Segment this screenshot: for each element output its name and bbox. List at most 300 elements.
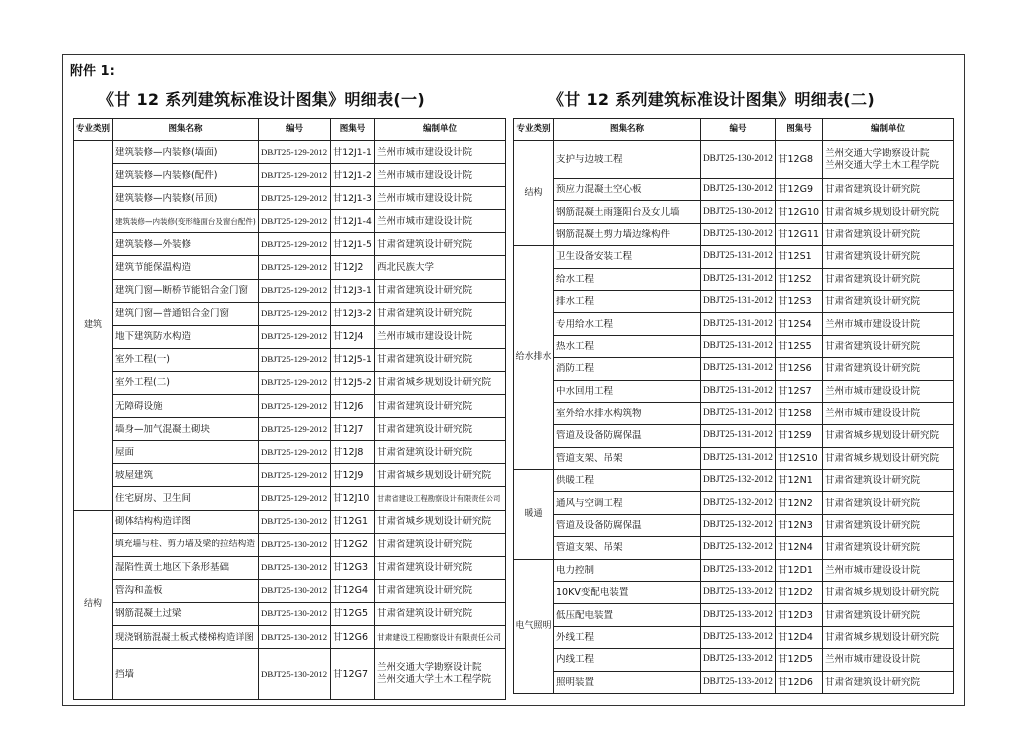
atlas-number-cell	[776, 626, 823, 648]
unit-text: 兰州交通大学勘察设计院 兰州交通大学土木工程学院	[825, 147, 940, 171]
table-row	[74, 279, 506, 302]
unit-text: 甘肃省城乡规划设计研究院	[825, 452, 940, 464]
code-text: DBJT25-130-2012	[261, 631, 328, 642]
code-text: DBJT25-133-2012	[703, 564, 773, 575]
atlas-number-cell	[776, 201, 823, 223]
code-text: DBJT25-131-2012	[703, 273, 773, 284]
atlas-name-text: 卫生设备安装工程	[556, 251, 633, 263]
unit-cell	[823, 380, 954, 402]
atlas-number-cell	[776, 179, 823, 201]
table-row	[514, 559, 954, 581]
atlas-number-cell	[776, 268, 823, 290]
atlas-number-text: 甘12S5	[778, 340, 812, 352]
atlas-name-cell	[113, 464, 259, 487]
atlas-number-text: 甘12J9	[333, 469, 364, 481]
atlas-number-cell	[776, 514, 823, 536]
code-text: DBJT25-133-2012	[703, 587, 773, 598]
table-row	[74, 625, 506, 648]
atlas-number-cell	[331, 510, 375, 533]
unit-cell	[375, 510, 506, 533]
atlas-name-cell	[113, 533, 259, 556]
atlas-number-cell	[776, 447, 823, 469]
unit-cell	[823, 671, 954, 693]
unit-cell	[375, 302, 506, 325]
unit-cell	[823, 492, 954, 514]
code-text: DBJT25-129-2012	[261, 377, 328, 388]
atlas-name-text: 湿陷性黄土地区下条形基础	[115, 562, 230, 574]
code-cell	[701, 671, 776, 693]
atlas-name-text: 挡墙	[115, 668, 135, 680]
unit-cell	[823, 313, 954, 335]
atlas-number-cell	[331, 164, 375, 187]
atlas-number-cell	[331, 233, 375, 256]
code-cell	[259, 348, 331, 371]
code-text: DBJT25-131-2012	[703, 452, 773, 463]
atlas-name-text: 屋面	[115, 446, 135, 458]
table-row	[514, 268, 954, 290]
atlas-number-text: 甘12J3-2	[333, 308, 372, 320]
atlas-number-text: 甘12J4	[333, 331, 364, 343]
unit-text: 甘肃省建筑设计研究院	[377, 562, 473, 574]
atlas-name-cell	[554, 559, 701, 581]
unit-cell	[823, 179, 954, 201]
code-cell	[701, 246, 776, 268]
code-cell	[259, 395, 331, 418]
table-row	[514, 514, 954, 536]
category-cell: 电气照明	[514, 559, 554, 693]
table-row	[74, 371, 506, 394]
code-cell	[701, 470, 776, 492]
column-header-atlas-name: 图集名称	[554, 119, 701, 141]
atlas-name-cell	[113, 418, 259, 441]
code-text: DBJT25-132-2012	[703, 542, 773, 553]
category-cell: 结构	[74, 510, 113, 700]
atlas-number-text: 甘12J1-2	[333, 169, 372, 181]
code-cell	[701, 514, 776, 536]
unit-text: 甘肃省建筑设计研究院	[377, 423, 473, 435]
unit-text: 甘肃省建筑设计研究院	[825, 676, 921, 688]
atlas-name-text: 室外工程(二)	[115, 377, 170, 389]
code-cell	[701, 425, 776, 447]
code-cell	[259, 418, 331, 441]
code-cell	[259, 325, 331, 348]
atlas-name-text: 砌体结构构造详图	[115, 516, 192, 528]
atlas-name-text: 专用给水工程	[556, 318, 614, 330]
unit-text: 甘肃省建筑设计研究院	[377, 285, 473, 297]
atlas-number-cell	[776, 537, 823, 559]
code-text: DBJT25-129-2012	[261, 331, 328, 342]
table-title-2: 《甘 12 系列建筑标准设计图集》明细表(二)	[548, 90, 875, 109]
unit-text: 西北民族大学	[377, 262, 435, 274]
unit-cell	[823, 514, 954, 536]
atlas-name-cell	[113, 256, 259, 279]
table-row	[74, 579, 506, 602]
code-text: DBJT25-130-2012	[261, 516, 328, 527]
table-row	[514, 290, 954, 312]
unit-text: 兰州市城市建设设计院	[825, 654, 921, 666]
code-text: DBJT25-132-2012	[703, 475, 773, 486]
atlas-number-cell	[331, 348, 375, 371]
code-cell	[701, 582, 776, 604]
column-header-atlas-number: 图集号	[776, 119, 823, 141]
atlas-number-text: 甘12G10	[778, 206, 820, 218]
unit-cell	[823, 358, 954, 380]
table-row	[74, 210, 506, 233]
atlas-name-cell	[113, 325, 259, 348]
atlas-name-cell	[554, 537, 701, 559]
unit-cell	[375, 649, 506, 700]
unit-text: 兰州市城市建设设计院	[825, 564, 921, 576]
unit-text: 甘肃省建筑设计研究院	[377, 308, 473, 320]
table-body	[514, 141, 954, 694]
unit-text: 甘肃省建筑设计研究院	[825, 273, 921, 285]
atlas-number-text: 甘12J1-5	[333, 238, 372, 250]
atlas-name-text: 管沟和盖板	[115, 585, 163, 597]
atlas-name-text: 支护与边坡工程	[556, 154, 623, 165]
atlas-number-text: 甘12D2	[778, 587, 813, 599]
atlas-number-text: 甘12S8	[778, 408, 812, 420]
unit-text: 甘肃省城乡规划设计研究院	[377, 469, 492, 481]
code-cell	[701, 313, 776, 335]
code-cell	[701, 492, 776, 514]
atlas-name-cell	[554, 335, 701, 357]
atlas-name-cell	[113, 279, 259, 302]
code-text: DBJT25-130-2012	[261, 539, 328, 550]
unit-text: 兰州市城市建设设计院	[825, 318, 921, 330]
code-cell	[259, 464, 331, 487]
atlas-name-cell	[554, 604, 701, 626]
column-header-code: 编号	[701, 119, 776, 141]
atlas-name-text: 建筑装修—内装修(吊顶)	[115, 192, 218, 204]
atlas-name-cell	[554, 380, 701, 402]
atlas-name-cell	[554, 268, 701, 290]
atlas-number-cell	[331, 464, 375, 487]
code-cell	[701, 559, 776, 581]
table-row	[74, 602, 506, 625]
code-text: DBJT25-129-2012	[261, 215, 328, 226]
code-text: DBJT25-129-2012	[261, 262, 328, 273]
atlas-number-cell	[331, 556, 375, 579]
code-cell	[259, 210, 331, 233]
atlas-name-cell	[554, 141, 701, 179]
code-cell	[259, 533, 331, 556]
code-text: DBJT25-130-2012	[703, 154, 773, 164]
atlas-name-cell	[554, 425, 701, 447]
column-header-category: 专业类别	[514, 119, 554, 141]
atlas-name-cell	[554, 649, 701, 671]
table-row	[74, 325, 506, 348]
atlas-number-cell	[331, 625, 375, 648]
code-cell	[259, 279, 331, 302]
code-text: DBJT25-129-2012	[261, 354, 328, 365]
code-cell	[701, 223, 776, 245]
code-text: DBJT25-133-2012	[703, 676, 773, 687]
unit-text: 兰州市城市建设设计院	[377, 192, 473, 204]
code-text: DBJT25-129-2012	[261, 146, 328, 157]
code-text: DBJT25-131-2012	[703, 251, 773, 262]
code-text: DBJT25-130-2012	[261, 562, 328, 573]
unit-cell	[823, 335, 954, 357]
atlas-name-cell	[554, 447, 701, 469]
code-cell	[259, 256, 331, 279]
atlas-name-cell	[113, 302, 259, 325]
atlas-name-text: 给水工程	[556, 273, 595, 285]
code-text: DBJT25-132-2012	[703, 520, 773, 531]
atlas-number-text: 甘12J5-2	[333, 377, 372, 389]
unit-cell	[375, 395, 506, 418]
code-cell	[701, 290, 776, 312]
unit-text: 甘肃省城乡规划设计研究院	[825, 430, 940, 442]
atlas-name-cell	[113, 141, 259, 164]
header-row	[74, 119, 506, 141]
atlas-number-cell	[331, 371, 375, 394]
atlas-number-text: 甘12J1-1	[333, 146, 372, 158]
atlas-name-cell	[554, 246, 701, 268]
code-text: DBJT25-129-2012	[261, 285, 328, 296]
code-cell	[259, 371, 331, 394]
detail-table-2	[513, 118, 954, 694]
table-row	[514, 402, 954, 424]
unit-cell	[375, 533, 506, 556]
atlas-number-cell	[776, 246, 823, 268]
atlas-number-text: 甘12G3	[333, 562, 368, 574]
atlas-number-cell	[776, 649, 823, 671]
unit-cell	[823, 604, 954, 626]
unit-text: 兰州市城市建设设计院	[377, 169, 473, 181]
atlas-number-cell	[331, 302, 375, 325]
atlas-name-cell	[113, 348, 259, 371]
table-row	[74, 302, 506, 325]
attachment-label: 附件 1:	[70, 64, 115, 79]
unit-text: 甘肃省建筑设计研究院	[377, 446, 473, 458]
code-text: DBJT25-129-2012	[261, 192, 328, 203]
atlas-name-cell	[554, 201, 701, 223]
unit-cell	[375, 625, 506, 648]
table-row	[514, 649, 954, 671]
unit-text: 甘肃省建筑设计研究院	[825, 363, 921, 375]
code-text: DBJT25-129-2012	[261, 423, 328, 434]
atlas-number-cell	[776, 358, 823, 380]
table-row	[74, 418, 506, 441]
atlas-number-text: 甘12G5	[333, 608, 368, 620]
atlas-number-text: 甘12D5	[778, 654, 813, 666]
atlas-name-text: 管道及设备防腐保温	[556, 430, 642, 442]
atlas-name-cell	[554, 492, 701, 514]
atlas-number-cell	[331, 441, 375, 464]
atlas-name-text: 填充墙与柱、剪力墙及梁的拉结构造	[115, 539, 255, 550]
table-row	[514, 671, 954, 693]
table-row	[514, 470, 954, 492]
code-text: DBJT25-130-2012	[703, 206, 773, 217]
column-header-unit: 编制单位	[375, 119, 506, 141]
code-cell	[701, 626, 776, 648]
unit-text: 兰州市城市建设设计院	[377, 331, 473, 343]
atlas-number-text: 甘12G11	[778, 228, 820, 240]
atlas-number-cell	[776, 470, 823, 492]
atlas-name-cell	[113, 371, 259, 394]
atlas-name-text: 建筑装修—内装修(配件)	[115, 169, 218, 181]
atlas-number-cell	[331, 141, 375, 164]
atlas-name-text: 住宅厨房、卫生间	[115, 492, 192, 504]
atlas-number-text: 甘12D6	[778, 676, 813, 688]
unit-cell	[823, 268, 954, 290]
code-cell	[701, 649, 776, 671]
atlas-number-text: 甘12N1	[778, 475, 813, 487]
code-cell	[259, 556, 331, 579]
atlas-number-text: 甘12S1	[778, 251, 812, 263]
table-row	[514, 201, 954, 223]
atlas-number-text: 甘12S4	[778, 318, 812, 330]
code-cell	[701, 537, 776, 559]
atlas-name-cell	[113, 510, 259, 533]
code-text: DBJT25-129-2012	[261, 469, 328, 480]
table-row	[514, 582, 954, 604]
atlas-number-cell	[776, 402, 823, 424]
atlas-number-cell	[331, 210, 375, 233]
unit-text: 甘肃省建筑设计研究院	[377, 400, 473, 412]
unit-cell	[375, 418, 506, 441]
table-row	[514, 447, 954, 469]
column-header-atlas-name: 图集名称	[113, 119, 259, 141]
code-text: DBJT25-131-2012	[703, 340, 773, 351]
atlas-number-cell	[776, 313, 823, 335]
unit-text: 甘肃省建筑设计研究院	[377, 238, 473, 250]
atlas-number-text: 甘12J5-1	[333, 354, 372, 366]
category-cell: 建筑	[74, 141, 113, 511]
unit-cell	[823, 649, 954, 671]
atlas-name-text: 建筑门窗—断桥节能铝合金门窗	[115, 285, 249, 297]
unit-cell	[823, 201, 954, 223]
unit-text: 甘肃省建筑设计研究院	[825, 497, 921, 509]
code-cell	[259, 233, 331, 256]
code-text: DBJT25-130-2012	[261, 668, 328, 679]
atlas-number-cell	[776, 380, 823, 402]
table-row	[74, 348, 506, 371]
table-row	[514, 492, 954, 514]
table-row	[74, 395, 506, 418]
code-text: DBJT25-129-2012	[261, 308, 328, 319]
code-text: DBJT25-130-2012	[703, 184, 773, 195]
atlas-name-text: 钢筋混凝土雨篷阳台及女儿墙	[556, 206, 680, 218]
unit-cell	[823, 537, 954, 559]
unit-text: 甘肃省建筑设计研究院	[825, 228, 921, 240]
atlas-number-text: 甘12J7	[333, 423, 364, 435]
atlas-number-text: 甘12N3	[778, 520, 813, 532]
atlas-number-text: 甘12N2	[778, 497, 813, 509]
code-text: DBJT25-131-2012	[703, 430, 773, 441]
atlas-name-text: 热水工程	[556, 340, 595, 352]
table-row	[74, 441, 506, 464]
code-cell	[259, 579, 331, 602]
code-cell	[701, 141, 776, 179]
unit-cell	[375, 487, 506, 510]
atlas-name-cell	[554, 582, 701, 604]
atlas-number-cell	[776, 290, 823, 312]
code-text: DBJT25-131-2012	[703, 385, 773, 396]
table-row	[514, 626, 954, 648]
atlas-name-text: 墙身—加气混凝土砌块	[115, 423, 211, 435]
unit-cell	[823, 141, 954, 179]
atlas-name-cell	[113, 164, 259, 187]
unit-cell	[823, 246, 954, 268]
atlas-name-cell	[113, 487, 259, 510]
atlas-number-text: 甘12J8	[333, 446, 364, 458]
atlas-name-text: 钢筋混凝土过梁	[115, 608, 182, 620]
table-row	[514, 604, 954, 626]
unit-cell	[823, 626, 954, 648]
atlas-name-text: 管道支架、吊架	[556, 452, 623, 464]
unit-text: 甘肃省建筑设计研究院	[825, 296, 921, 308]
atlas-name-cell	[113, 579, 259, 602]
code-text: DBJT25-130-2012	[703, 228, 773, 239]
table-row	[74, 533, 506, 556]
table-row	[74, 164, 506, 187]
atlas-number-text: 甘12S10	[778, 452, 818, 464]
unit-text: 兰州交通大学勘察设计院 兰州交通大学土木工程学院	[377, 662, 492, 686]
code-text: DBJT25-132-2012	[703, 497, 773, 508]
table-row	[74, 510, 506, 533]
unit-cell	[375, 602, 506, 625]
code-text: DBJT25-129-2012	[261, 400, 328, 411]
unit-text: 兰州市城市建设设计院	[377, 215, 473, 227]
atlas-name-text: 建筑门窗—普通铝合金门窗	[115, 308, 230, 320]
table-row	[514, 223, 954, 245]
unit-cell	[375, 371, 506, 394]
table-row	[74, 649, 506, 700]
unit-text: 甘肃省建筑设计研究院	[825, 609, 921, 621]
atlas-number-cell	[331, 602, 375, 625]
atlas-number-cell	[776, 425, 823, 447]
code-text: DBJT25-130-2012	[261, 608, 328, 619]
code-cell	[701, 268, 776, 290]
table-row	[514, 537, 954, 559]
detail-table-1	[73, 118, 506, 700]
table-body	[74, 141, 506, 700]
atlas-number-text: 甘12G9	[778, 184, 813, 196]
unit-text: 甘肃省建筑设计研究院	[377, 354, 473, 366]
atlas-name-text: 排水工程	[556, 296, 595, 308]
atlas-number-cell	[331, 649, 375, 700]
atlas-name-text: 现浇钢筋混凝土板式楼梯构造详图	[115, 631, 254, 643]
unit-cell	[823, 447, 954, 469]
unit-text: 甘肃省建筑设计研究院	[377, 539, 473, 551]
atlas-number-text: 甘12S6	[778, 363, 812, 375]
atlas-name-cell	[554, 402, 701, 424]
code-text: DBJT25-133-2012	[703, 654, 773, 665]
atlas-name-text: 电力控制	[556, 564, 595, 576]
code-text: DBJT25-131-2012	[703, 408, 773, 419]
atlas-number-text: 甘12D1	[778, 564, 813, 576]
unit-text: 甘肃省建筑设计研究院	[825, 475, 921, 487]
unit-cell	[375, 233, 506, 256]
unit-text: 甘肃省建筑设计研究院	[825, 184, 921, 196]
atlas-name-cell	[113, 556, 259, 579]
atlas-name-text: 管道及设备防腐保温	[556, 520, 642, 532]
atlas-name-cell	[554, 514, 701, 536]
code-text: DBJT25-129-2012	[261, 446, 328, 457]
atlas-number-text: 甘12S2	[778, 273, 812, 285]
category-cell: 给水排水	[514, 246, 554, 470]
unit-cell	[823, 470, 954, 492]
unit-text: 兰州市城市建设设计院	[825, 385, 921, 397]
code-cell	[259, 187, 331, 210]
table-row	[74, 187, 506, 210]
atlas-name-cell	[113, 395, 259, 418]
table-row	[514, 313, 954, 335]
unit-cell	[375, 464, 506, 487]
atlas-name-cell	[113, 233, 259, 256]
column-header-atlas-number: 图集号	[331, 119, 375, 141]
